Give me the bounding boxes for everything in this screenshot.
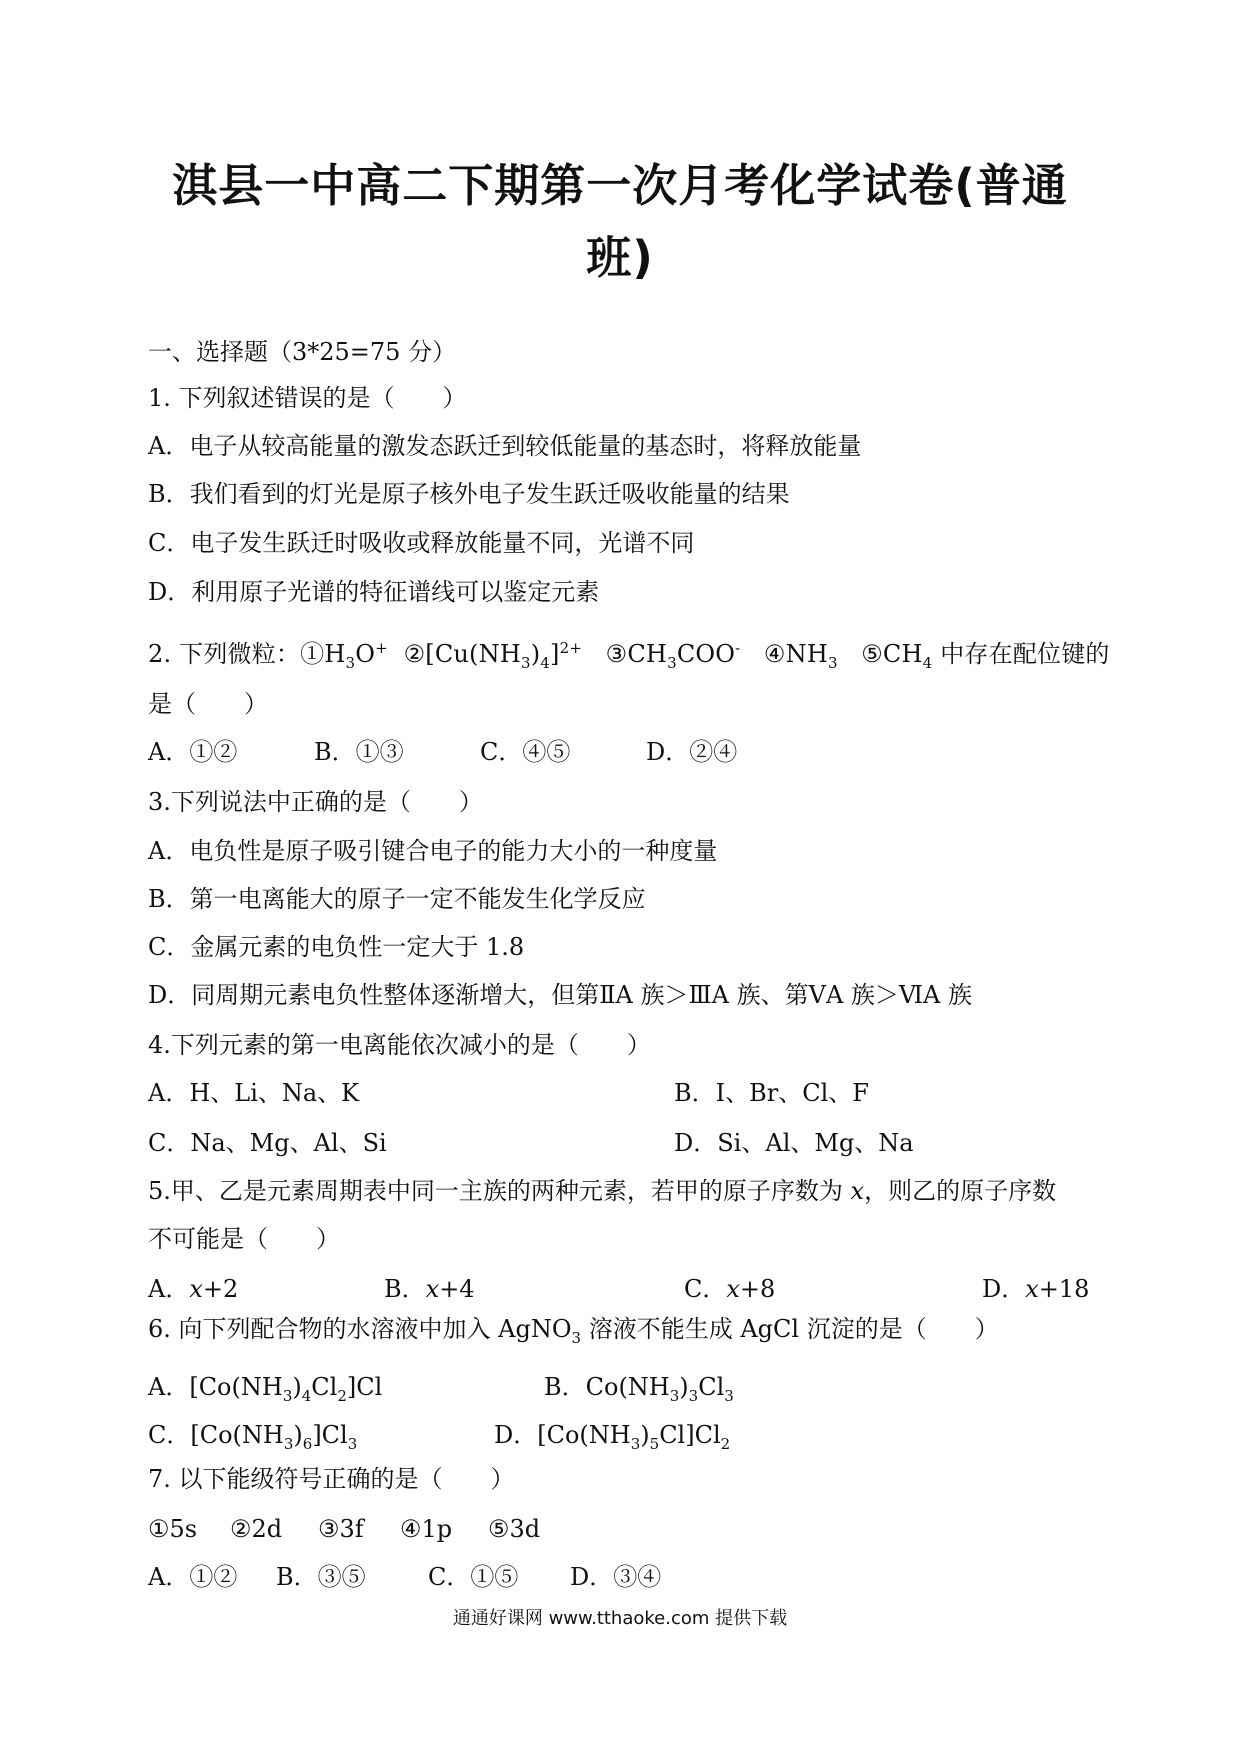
q3-option-c: C．金属元素的电负性一定大于 1.8 — [148, 933, 525, 961]
q3-option-b: B．第一电离能大的原子一定不能发生化学反应 — [148, 885, 646, 913]
exam-title: 淇县一中高二下期第一次月考化学试卷(普通班) — [172, 159, 1068, 284]
q2-option-a: A．①② — [148, 738, 238, 766]
q7-item-4: ④1p — [400, 1515, 453, 1543]
q7-stem: 7. 以下能级符号正确的是（ ） — [148, 1465, 515, 1493]
q5-option-b: B．x+4 — [384, 1275, 475, 1303]
q4-option-d: D．Si、Al、Mg、Na — [674, 1129, 914, 1157]
q5-option-a: A．x+2 — [148, 1275, 239, 1303]
q6-option-b: B．$Co(NH_3)_3Cl_3$ — [544, 1373, 734, 1405]
q6-option-a: A．$[Co(NH_3)_4Cl_2]Cl$ — [148, 1373, 383, 1405]
q1-stem: 1. 下列叙述错误的是（ ） — [148, 384, 467, 412]
q6-option-c: C．$[Co(NH_3)_6]Cl_3$ — [148, 1421, 358, 1453]
q6-stem: 6. 向下列配合物的水溶液中加入 AgNO$_3$ 溶液不能生成 AgCl 沉淀的是（ ） — [148, 1315, 999, 1347]
q1-option-b: B．我们看到的灯光是原子核外电子发生跃迁吸收能量的结果 — [148, 480, 790, 508]
q4-option-b: B．I、Br、Cl、F — [674, 1079, 869, 1107]
q1-option-d: D．利用原子光谱的特征谱线可以鉴定元素 — [148, 578, 600, 606]
q4-stem: 4.下列元素的第一电离能依次减小的是（ ） — [148, 1031, 651, 1059]
q5-option-d: D．x+18 — [982, 1275, 1090, 1303]
q6-option-d: D．$[Co(NH_3)_5Cl]Cl_2$ — [494, 1421, 731, 1453]
q1-option-a: A．电子从较高能量的激发态跃迁到较低能量的基态时，将释放能量 — [148, 432, 862, 460]
q7-option-d: D．③④ — [570, 1563, 662, 1591]
section-heading: 一、选择题（3*25=75 分） — [148, 338, 457, 366]
q7-item-3: ③3f — [318, 1515, 364, 1543]
q2-stem-line2: 是（ ） — [148, 690, 268, 718]
q3-option-a: A．电负性是原子吸引键合电子的能力大小的一种度量 — [148, 837, 718, 865]
q7-option-c: C．①⑤ — [428, 1563, 519, 1591]
q4-option-c: C．Na、Mg、Al、Si — [148, 1129, 387, 1157]
q1-option-c: C．电子发生跃迁时吸收或释放能量不同，光谱不同 — [148, 529, 695, 557]
q2-option-d: D．②④ — [646, 738, 738, 766]
q3-stem: 3.下列说法中正确的是（ ） — [148, 788, 483, 816]
footer-credit: 通通好课网 www.tthaoke.com 提供下载 — [452, 1608, 788, 1629]
q7-item-1: ①5s — [148, 1515, 198, 1543]
q5-stem: 5.甲、乙是元素周期表中同一主族的两种元素，若甲的原子序数为 x，则乙的原子序数 — [148, 1177, 1057, 1205]
q5-option-c: C．x+8 — [684, 1275, 776, 1303]
q2-option-c: C．④⑤ — [480, 738, 571, 766]
q7-item-2: ②2d — [230, 1515, 283, 1543]
q5-stem-line2: 不可能是（ ） — [148, 1225, 340, 1253]
q7-option-b: B．③⑤ — [276, 1563, 366, 1591]
q7-option-a: A．①② — [148, 1563, 238, 1591]
q2-stem: 2. 下列微粒：$①H_3O^+$ $②[Cu(NH_3)_4]^{2+}$ $③CH_3COO^-$ $④NH_3$ $⑤CH_4$ 中存在配位键的 — [148, 639, 1110, 672]
q2-option-b: B．①③ — [314, 738, 404, 766]
q3-option-d: D．同周期元素电负性整体逐渐增大，但第ⅡA 族＞ⅢA 族、第ⅤA 族＞ⅥA 族 — [148, 981, 973, 1009]
q4-option-a: A．H、Li、Na、K — [148, 1079, 360, 1107]
q7-item-5: ⑤3d — [488, 1515, 541, 1543]
